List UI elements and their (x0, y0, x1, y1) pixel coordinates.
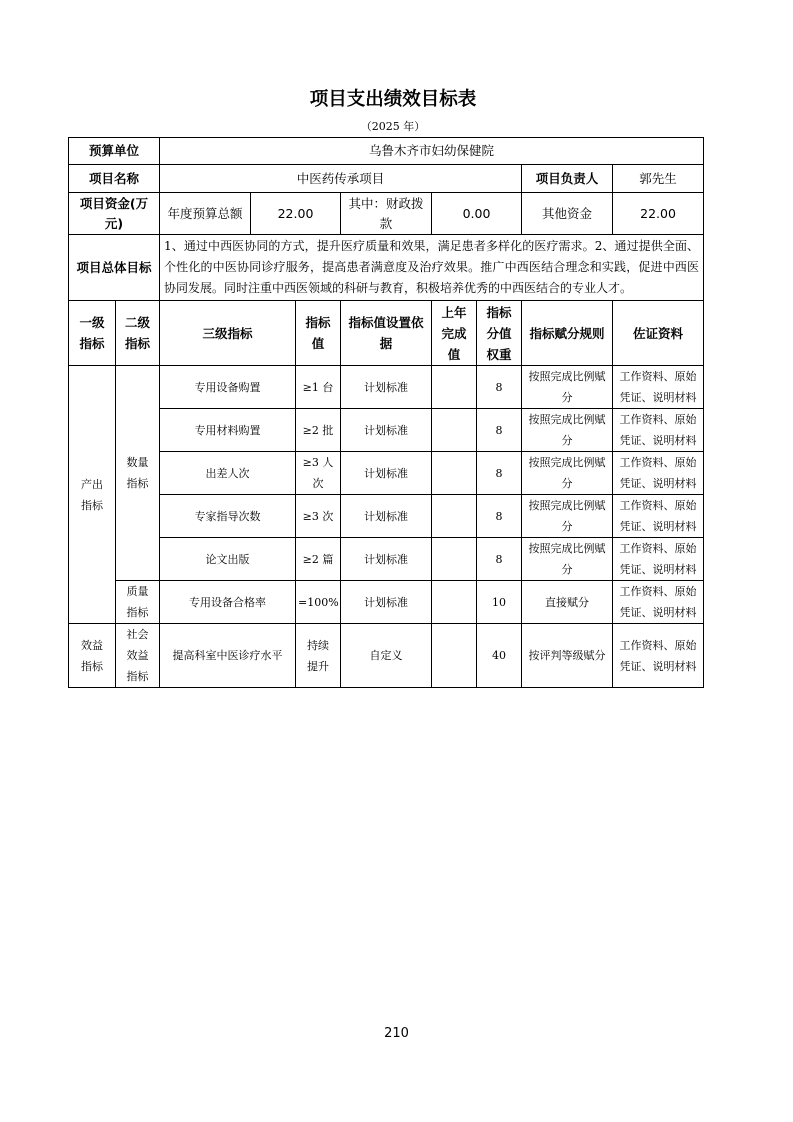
last-year-value (432, 495, 477, 538)
last-year-value (432, 452, 477, 495)
scoring-rule: 按照完成比例赋分 (522, 452, 613, 495)
evidence: 工作资料、原始凭证、说明材料 (613, 366, 704, 409)
scoring-rule: 按评判等级赋分 (522, 624, 613, 688)
indicator-row (69, 452, 704, 495)
other-funds-label: 其他资金 (522, 193, 613, 235)
project-funds-label: 项目资金(万元) (69, 193, 160, 235)
header-evidence: 佐证资料 (613, 301, 704, 366)
value-basis: 计划标准 (341, 452, 432, 495)
indicator-value: ≥1 台 (296, 366, 341, 409)
indicator-value: 持续提升 (296, 624, 341, 688)
scoring-rule: 按照完成比例赋分 (522, 538, 613, 581)
budget-unit-row (69, 138, 704, 165)
value-basis: 计划标准 (341, 538, 432, 581)
scoring-rule: 按照完成比例赋分 (522, 366, 613, 409)
level3-indicator: 提高科室中医诊疗水平 (160, 624, 296, 688)
last-year-value (432, 409, 477, 452)
indicator-header-row (69, 301, 704, 366)
fiscal-funds-label: 其中：财政拨款 (341, 193, 432, 235)
indicator-value: ≥2 批 (296, 409, 341, 452)
indicator-row (69, 624, 704, 688)
level2-quality: 质量指标 (116, 581, 160, 624)
indicator-row (69, 366, 704, 409)
overall-goal-row (69, 235, 704, 301)
header-level2: 二级指标 (116, 301, 160, 366)
project-funds-row (69, 193, 704, 235)
header-level1: 一级指标 (69, 301, 116, 366)
value-basis: 计划标准 (341, 366, 432, 409)
annual-budget-value: 22.00 (251, 193, 341, 235)
indicator-value: =100% (296, 581, 341, 624)
project-name-row (69, 165, 704, 193)
level3-indicator: 出差人次 (160, 452, 296, 495)
score-weight: 8 (477, 538, 522, 581)
level3-indicator: 专用设备购置 (160, 366, 296, 409)
header-level3: 三级指标 (160, 301, 296, 366)
page-number: 210 (384, 1026, 409, 1041)
indicator-value: ≥3 次 (296, 495, 341, 538)
evidence: 工作资料、原始凭证、说明材料 (613, 581, 704, 624)
score-weight: 8 (477, 409, 522, 452)
project-name-value: 中医药传承项目 (160, 165, 522, 193)
level3-indicator: 论文出版 (160, 538, 296, 581)
header-weight: 指标分值权重 (477, 301, 522, 366)
score-weight: 40 (477, 624, 522, 688)
overall-goal-label: 项目总体目标 (69, 235, 160, 301)
evidence: 工作资料、原始凭证、说明材料 (613, 495, 704, 538)
fiscal-funds-value: 0.00 (432, 193, 522, 235)
evidence: 工作资料、原始凭证、说明材料 (613, 452, 704, 495)
project-owner-label: 项目负责人 (522, 165, 613, 193)
last-year-value (432, 624, 477, 688)
value-basis: 计划标准 (341, 409, 432, 452)
performance-table (68, 137, 704, 688)
value-basis: 计划标准 (341, 581, 432, 624)
indicator-row (69, 538, 704, 581)
evidence: 工作资料、原始凭证、说明材料 (613, 538, 704, 581)
indicator-value: ≥3 人次 (296, 452, 341, 495)
scoring-rule: 按照完成比例赋分 (522, 495, 613, 538)
header-basis: 指标值设置依据 (341, 301, 432, 366)
project-owner-value: 郭先生 (613, 165, 704, 193)
last-year-value (432, 366, 477, 409)
score-weight: 8 (477, 452, 522, 495)
budget-unit-value: 乌鲁木齐市妇幼保健院 (160, 138, 704, 165)
level3-indicator: 专家指导次数 (160, 495, 296, 538)
overall-goal-text: 1、通过中西医协同的方式，提升医疗质量和效果，满足患者多样化的医疗需求。2、通过提供全面、个性化的中医协同诊疗服务，提高患者满意度及治疗效果。推广中西医结合理念和实践，促进中西医协同发展。同时注重中西医领域的科研与教育，积极培养优秀的中西医结合的专业人才。 (160, 235, 704, 301)
budget-unit-label: 预算单位 (69, 138, 160, 165)
last-year-value (432, 581, 477, 624)
header-value: 指标值 (296, 301, 341, 366)
level3-indicator: 专用设备合格率 (160, 581, 296, 624)
value-basis: 自定义 (341, 624, 432, 688)
value-basis: 计划标准 (341, 495, 432, 538)
score-weight: 8 (477, 366, 522, 409)
level1-output: 产出指标 (69, 366, 116, 624)
level3-indicator: 专用材料购置 (160, 409, 296, 452)
indicator-row (69, 581, 704, 624)
scoring-rule: 按照完成比例赋分 (522, 409, 613, 452)
evidence: 工作资料、原始凭证、说明材料 (613, 624, 704, 688)
evidence: 工作资料、原始凭证、说明材料 (613, 409, 704, 452)
project-name-label: 项目名称 (69, 165, 160, 193)
indicator-value: ≥2 篇 (296, 538, 341, 581)
page-title: 项目支出绩效目标表 (309, 89, 477, 110)
header-last-year: 上年完成值 (432, 301, 477, 366)
score-weight: 8 (477, 495, 522, 538)
indicator-row (69, 409, 704, 452)
score-weight: 10 (477, 581, 522, 624)
scoring-rule: 直接赋分 (522, 581, 613, 624)
indicator-row (69, 495, 704, 538)
level2-quantity: 数量指标 (116, 366, 160, 581)
header-rule: 指标赋分规则 (522, 301, 613, 366)
annual-budget-label: 年度预算总额 (160, 193, 251, 235)
level1-benefit: 效益指标 (69, 624, 116, 688)
other-funds-value: 22.00 (613, 193, 704, 235)
last-year-value (432, 538, 477, 581)
fiscal-year: （2025 年） (360, 120, 426, 133)
level2-social-benefit: 社会效益指标 (116, 624, 160, 688)
